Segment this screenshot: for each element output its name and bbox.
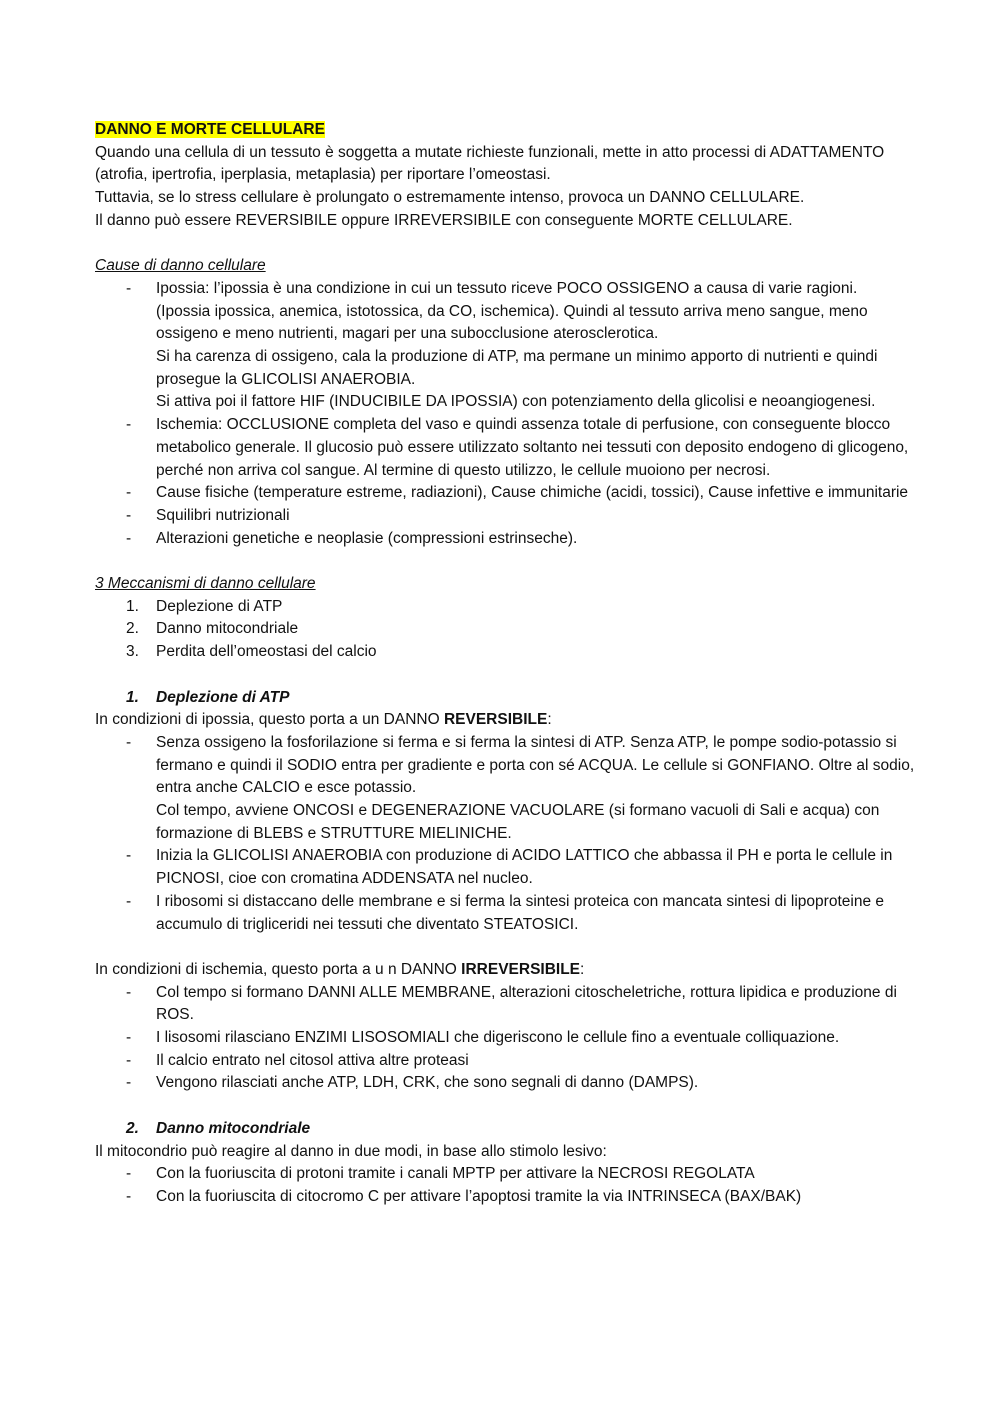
list-item [95,1027,915,1050]
list-item-text: I ribosomi si distaccano delle membrane e si ferma la sintesi proteica con mancata sintesi di lipoproteine e accumulo di trigliceridi nei tessuti che diventato STEATOSICI. [156,892,884,933]
list-item-text: I lisosomi rilasciano ENZIMI LISOSOMIALI che digeriscono le cellule fino a eventuale colliquazione. [156,1029,840,1047]
subsection-heading-text: Deplezione di ATP [156,688,290,706]
bullet-marker: - [126,892,132,910]
list-item [95,641,915,664]
list-item [95,596,915,619]
document-title: DANNO E MORTE CELLULARE [95,121,325,138]
intro-text: : [547,711,552,729]
list-item-text: Si attiva poi il fattore HIF (INDUCIBILE DA IPOSSIA) con potenziamento della glicolisi e neoangiogenesi. [156,393,876,411]
list-item-text: Deplezione di ATP [156,597,283,615]
list-item-text: Danno mitocondriale [156,620,299,638]
list-item-text: Ischemia: OCCLUSIONE completa del vaso e quindi assenza totale di perfusione, con conseguente blocco metabolico generale. Il glucosio può essere utilizzato soltanto nei tessuti con deposito endogeno di glicogeno, perché non arriva col sangue. Al termine di questo utilizzo, le cellule muoiono per necrosi. [156,416,909,479]
list-item-text: Vengono rilasciati anche ATP, LDH, CRK, che sono segnali di danno (DAMPS). [156,1074,699,1092]
intro-text: In condizioni di ischemia, questo porta a u n DANNO [95,960,462,978]
mito-intro: Il mitocondrio può reagire al danno in due modi, in base allo stimolo lesivo: [95,1142,607,1160]
causes-list [95,278,915,550]
bullet-marker: - [126,1051,132,1069]
spacer [95,1095,915,1118]
list-item-text: Squilibri nutrizionali [156,506,290,524]
list-item [95,1050,915,1073]
mechanisms-list [95,596,915,664]
list-item-text: Ipossia: l’ipossia è una condizione in cui un tessuto riceve POCO OSSIGENO a causa di varie ragioni. (Ipossia ipossica, anemica, istotossica, da CO, ischemica). Quindi al tessuto arriva meno sangue, meno ossigeno e meno nutrienti, magari per una subocclusione aterosclerotica. [156,279,868,343]
intro-paragraph: Il danno può essere REVERSIBILE oppure IRREVERSIBILE con conseguente MORTE CELLULARE. [95,211,793,229]
intro-paragraph: Quando una cellula di un tessuto è soggetta a mutate richieste funzionali, mette in atto processi di ADATTAMENTO (atrofia, ipertrofia, iperplasia, metaplasia) per riportare l’omeostasi. [95,143,885,184]
number-marker: 3. [126,643,139,661]
list-item-text: Si ha carenza di ossigeno, cala la produzione di ATP, ma permane un minimo apporto di nutrienti e quindi prosegue la GLICOLISI ANAEROBIA. [156,348,878,388]
list-item [95,505,915,528]
bullet-marker: - [126,1165,132,1183]
irreversible-list [95,982,915,1096]
list-item [95,1072,915,1095]
subsection-heading-text: Danno mitocondriale [156,1119,311,1137]
list-item-text: Col tempo si formano DANNI ALLE MEMBRANE, alterazioni citoscheletriche, rottura lipidica e produzione di ROS. [156,983,897,1024]
list-item-text: Con la fuoriuscita di citocromo C per attivare l’apoptosi tramite la via INTRINSECA (BAX/BAK) [156,1187,802,1205]
spacer [95,936,915,959]
spacer [95,233,915,256]
bullet-marker: - [126,484,132,502]
reversible-intro [95,709,915,732]
list-item [95,891,915,936]
document-page [95,119,915,1209]
list-item [95,482,915,505]
number-marker: 1. [126,688,139,706]
list-item-text: Inizia la GLICOLISI ANAEROBIA con produzione di ACIDO LATTICO che abbassa il PH e porta le cellule in PICNOSI, cioe con cromatina ADDENSATA nel nucleo. [156,847,893,888]
bullet-marker: - [126,1074,132,1092]
list-item [95,1186,915,1209]
list-item [95,732,915,846]
bullet-marker: - [126,1029,132,1047]
bullet-marker: - [126,416,132,434]
bullet-marker: - [126,529,132,547]
bullet-marker: - [126,1187,132,1205]
spacer [95,664,915,687]
list-item [95,982,915,1027]
bullet-marker: - [126,733,132,751]
list-item [95,414,915,482]
intro-bold-text: REVERSIBILE [443,711,548,729]
intro-bold-text: IRREVERSIBILE [461,960,581,978]
list-item-text: Con la fuoriuscita di protoni tramite i canali MPTP per attivare la NECROSI REGOLATA [156,1165,755,1183]
subsection-heading-atp [95,687,915,710]
mito-list [95,1163,915,1208]
list-item [95,845,915,890]
number-marker: 2. [126,620,139,638]
list-item [95,528,915,551]
section-heading-mechanisms: 3 Meccanismi di danno cellulare [95,575,316,593]
bullet-marker: - [126,983,132,1001]
section-heading-causes: Cause di danno cellulare [95,257,266,275]
list-item [95,278,915,414]
list-item-text: Il calcio entrato nel citosol attiva altre proteasi [156,1051,469,1069]
list-item [95,618,915,641]
bullet-marker: - [126,847,132,865]
spacer [95,550,915,573]
intro-paragraph: Tuttavia, se lo stress cellulare è prolungato o estremamente intenso, provoca un DANNO CELLULARE. [95,189,805,207]
number-marker: 1. [126,597,139,615]
reversible-list [95,732,915,936]
list-item-text: Perdita dell’omeostasi del calcio [156,643,377,661]
bullet-marker: - [126,279,132,297]
subsection-heading-mito [95,1118,915,1141]
number-marker: 2. [126,1119,139,1137]
list-item-text: Alterazioni genetiche e neoplasie (compressioni estrinseche). [156,529,578,547]
irreversible-intro [95,959,915,982]
list-item-text: Cause fisiche (temperature estreme, radiazioni), Cause chimiche (acidi, tossici), Cause infettive e immunitarie [156,484,909,502]
intro-text: In condizioni di ipossia, questo porta a un DANNO [95,711,444,729]
list-item [95,1163,915,1186]
bullet-marker: - [126,506,132,524]
list-item-text: Col tempo, avviene ONCOSI e DEGENERAZIONE VACUOLARE (si formano vacuoli di Sali e acqua) con formazione di BLEBS e STRUTTURE MIELINICHE. [156,802,880,842]
intro-text: : [580,960,585,978]
list-item-text: Senza ossigeno la fosforilazione si ferma e si ferma la sintesi di ATP. Senza ATP, le pompe sodio-potassio si fermano e quindi il SODIO entra per gradiente e porta con sé ACQUA. Le cellule si GONFIANO. Oltre al sodio, entra anche CALCIO e esce potassio. [156,733,915,797]
